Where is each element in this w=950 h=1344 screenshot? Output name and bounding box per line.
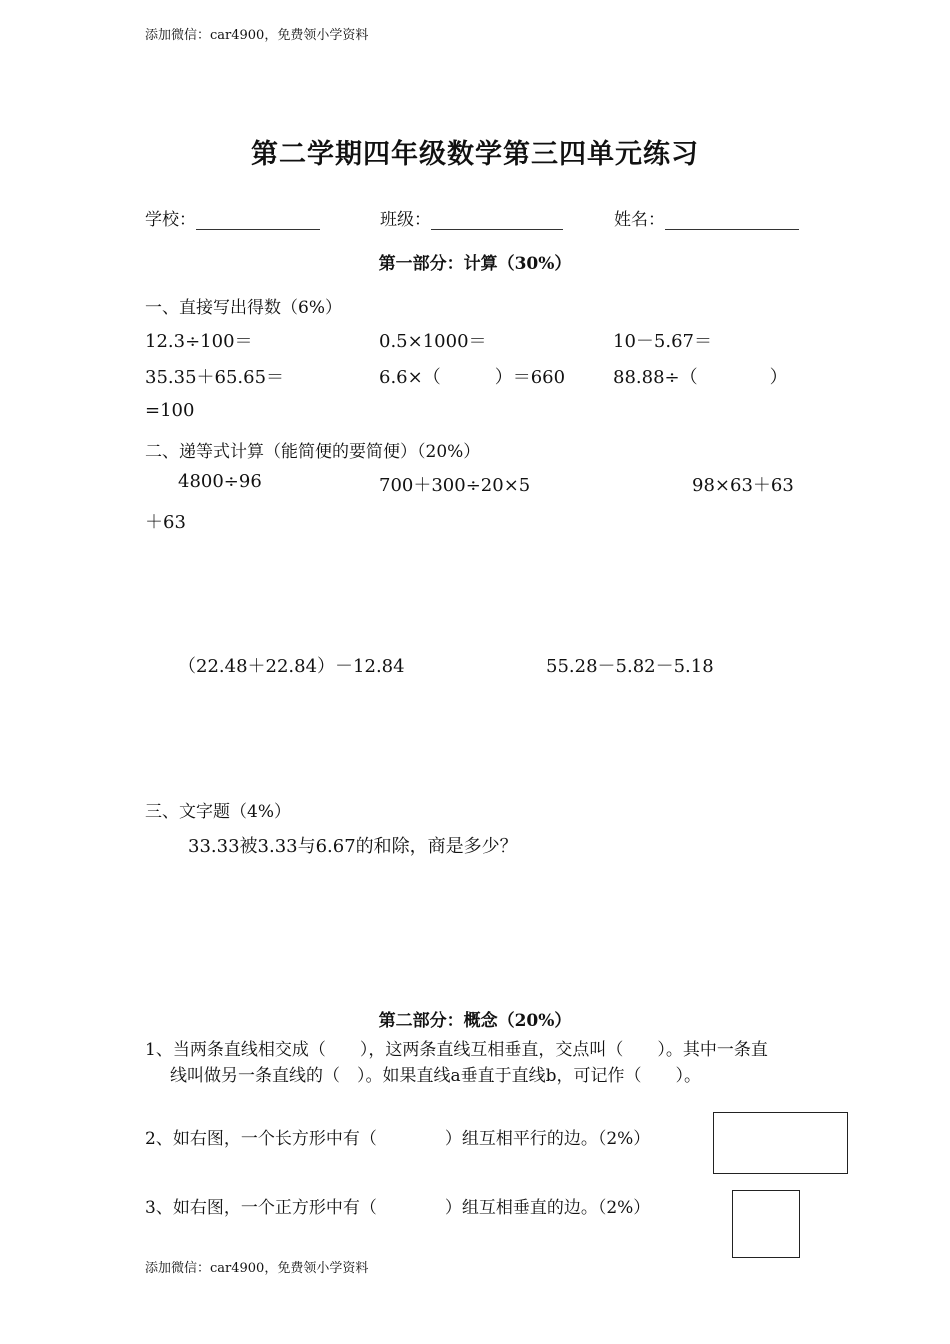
class-blank[interactable]	[431, 215, 563, 230]
footer-watermark: 添加微信：car4900，免费领小学资料	[145, 1261, 369, 1276]
section1-title: 一、直接写出得数（6%）	[145, 298, 342, 318]
s2-r2-c2: 55.28－5.82－5.18	[546, 656, 714, 677]
q3-text: 3、如右图，一个正方形中有（ ）组互相垂直的边。（2%）	[145, 1198, 651, 1218]
name-field	[614, 205, 799, 230]
square-figure	[732, 1190, 800, 1258]
s2-r1-c3: 98×63＋63	[692, 475, 794, 496]
s2-r1-tail: ＋63	[145, 512, 186, 533]
s1-r2-c1: 35.35＋65.65＝	[145, 367, 285, 388]
name-label: 姓名：	[614, 210, 665, 230]
s3-question: 33.33被3.33与6.67的和除，商是多少？	[188, 836, 518, 857]
s1-r1-c3: 10－5.67＝	[613, 331, 712, 352]
section2-title: 二、递等式计算（能简便的要简便）（20%）	[145, 442, 481, 462]
name-blank[interactable]	[665, 215, 799, 230]
section3-title: 三、文字题（4%）	[145, 802, 291, 822]
page-title: 第二学期四年级数学第三四单元练习	[251, 139, 699, 170]
s1-r2-tail: =100	[145, 400, 195, 421]
rectangle-figure	[713, 1112, 848, 1174]
s1-r1-c2: 0.5×1000＝	[379, 331, 487, 352]
header-watermark: 添加微信：car4900，免费领小学资料	[145, 28, 369, 43]
q1-line1: 1、当两条直线相交成（ ），这两条直线互相垂直，交点叫（ ）。其中一条直	[145, 1040, 768, 1060]
s1-r1-c1: 12.3÷100＝	[145, 331, 253, 352]
class-field	[380, 205, 563, 230]
s2-r2-c1: （22.48＋22.84）－12.84	[178, 656, 405, 677]
s1-r2-c3: 88.88÷（ ）	[613, 367, 788, 388]
s2-r1-c1: 4800÷96	[178, 471, 262, 492]
school-label: 学校：	[145, 210, 196, 230]
part1-heading: 第一部分：计算（30%）	[378, 254, 572, 274]
class-label: 班级：	[380, 210, 431, 230]
s1-r2-c2: 6.6×（ ）＝660	[379, 367, 566, 388]
s2-r1-c2: 700＋300÷20×5	[379, 475, 531, 496]
q1-line2: 线叫做另一条直线的（ ）。如果直线a垂直于直线b，可记作（ ）。	[170, 1066, 702, 1086]
part2-heading: 第二部分：概念（20%）	[378, 1011, 572, 1031]
school-blank[interactable]	[196, 215, 320, 230]
school-field	[145, 205, 320, 230]
q2-text: 2、如右图，一个长方形中有（ ）组互相平行的边。（2%）	[145, 1129, 651, 1149]
